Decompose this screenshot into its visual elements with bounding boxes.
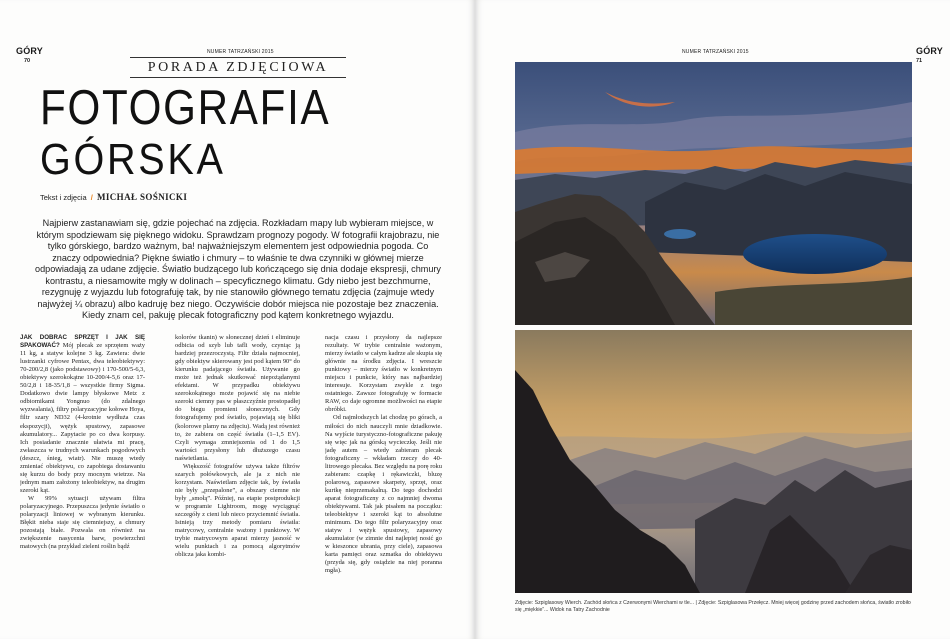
section-label: GÓRY	[916, 46, 943, 56]
body-column-2	[175, 334, 300, 630]
body-paragraph: W 99% sytuacji używam filtra polaryzacyjnego. Przepuszcza jedynie światło o polaryzacji liniowej w wybranym kierunku. Błękit nieba staje się ciemniejszy, a chmury pozostają białe. Pozwala on również na zwiększenie nasycenia barw, powierzchni matowych (na przykład zieleni roślin bądź	[20, 494, 145, 551]
photo-caption: Zdjęcie: Szpiglasowy Wierch. Zachód słońca z Czerwonymi Wierchami w tle... | Zdjęcie: Szpiglasowa Przełęcz. Mniej więcej godzinę przed zachodem słońca, światło zrobiło się „miękkie”... Widok na Tatry Zachodnie	[515, 600, 911, 613]
byline	[40, 192, 187, 202]
body-paragraph: JAK DOBRAĆ SPRZĘT I JAK SIĘ SPAKOWAĆ? Mój plecak ze sprzętem waży 11 kg, a statyw kolejne 3 kg. Zawiera: dwie lustrzanki cyfrowe Pentax, dwa teleobiektywy: 70-200/2,8 (jako podstawowy) i 170-500/5-6,3, obiektywy szerokokątne 10-200/4-5,6 oraz 17-50/2,8 i 18-35/1,8 – wszystkie firmy Sigma. Dodatkowo dwie lampy błyskowe Metz z odbiornikami Yongnuo (do zdalnego wyzwalania), filtry polaryzacyjne kołowe Hoya, filtr szary ND32 (4-krotnie wydłuża czas ekspozycji), wężyk spustowy, zapasowe akumulatory... Zapytacie po co dwa korpusy. Ich posiadanie znacznie ułatwia mi pracę, zwłaszcza w trudnych warunkach pogodowych (deszcz, śnieg, wiatr). Nie muszę wtedy zmieniać obiektywu, co zapobiega dostawaniu się kurzu do body przy mocnym wietrze. Na jednym mam założony teleobiektyw, na drugim szeroki kąt.	[20, 334, 145, 494]
right-page	[475, 0, 950, 639]
byline-author: MICHAŁ SOŚNICKI	[96, 192, 188, 202]
issue-label: NUMER TATRZAŃSKI 2015	[207, 49, 274, 55]
byline-slash: /	[90, 193, 93, 202]
body-column-3-text	[325, 334, 442, 630]
kicker: PORADA ZDJĘCIOWA	[147, 60, 329, 75]
kicker-rule-bottom	[130, 77, 346, 78]
landscape-image	[515, 330, 912, 593]
lead-paragraph: Najpierw zastanawiam się, gdzie pojechać na zdjęcia. Rozkładam mapy lub wybieram miejsce, w którym spodziewam się pięknego widoku. Sprawdzam prognozy pogody. W fotografii krajobrazu, nie tylko górskiego, bardzo ważnym, ba! najważniejszym elementem jest odpowiednia pogoda. Co znaczy odpowiednia? Piękne światło i chmury – to właśnie te dwa czynniki w głównej mierze odpowiadają za udane zdjęcie. Światło budzącego lub kończącego się dnia dodaje ekspresji, chmury kontrastu, a niesamowite mgły w dolinach – specyficznego klimatu. Gdy niebo jest bezchmurne, rezygnuję z wyjazdu lub fotografuję tak, by nie stanowiło głównego tematu zdjęcia (zajmuje wtedy najwyżej ¼ obrazu) albo kadruję bez niego. Oczywiście dobór miejsca nie pozostaje bez znaczenia. Kiedy znam cel, pakuję plecak fotograficzny pod kątem konkretnego wyjazdu.	[35, 218, 441, 320]
body-paragraph: Od najmłodszych lat chodzę po górach, a miłości do nich nauczyli mnie dziadkowie. Na wyjście turystyczno-fotograficzne pakuję się więc jak na górską wycieczkę. Jeśli nie jadę autem – wtedy zabieram plecak fotograficzny – wkładam rzeczy do 40-litrowego plecaka. Bez względu na porę roku zabieram: czapkę i rękawiczki, bluzę polarową, zapasowe skarpety, sprzęt, oraz kurtkę nieprzemakalną. Do tego dochodzi aparat fotograficzny z co najmniej dwoma obiektywami. Tak jak pisałem na początku: teleobiektyw i szeroki kąt to absolutne minimum. Do tego filtr polaryzacyjny oraz statyw i wężyk spustowy, zapasowy akumulator (w zimnie dni najlepiej nosić go w kieszonce ubrania, przy ciele), zapasowa karta pamięci oraz szmatka do obiektywu (przyda się, gdy osiądzie na niej poranna mgła).	[325, 414, 442, 575]
body-column-1	[20, 334, 145, 630]
page-number: 70	[24, 58, 31, 64]
page-number: 71	[916, 58, 923, 64]
body-paragraph: Większość fotografów używa także filtrów szarych połówkowych, ale ja z nich nie korzystam. Naświetlam zdjęcie tak, by światła nie były „przepalone”, a obszary ciemne nie były „smołą”. Później, na etapie postprodukcji w programie Lightroom, mogę wyciągnąć szczegóły z cieni lub nieco przyciemnić światła. Istnieją trzy metody pomiaru światła: matrycowy, centralnie ważony i punktowy. W trybie matrycowym aparat mierzy jasność w wielu punktach i za pomocą algorytmów oblicza jaka kombi-	[175, 462, 300, 559]
issue-label: NUMER TATRZAŃSKI 2015	[682, 49, 749, 55]
subheading: JAK DOBRAĆ SPRZĘT I JAK SIĘ SPAKOWAĆ?	[20, 334, 145, 350]
photo-mountain-lake-sunset	[515, 62, 912, 325]
headline-line-1: FOTOGRAFIA	[40, 81, 331, 135]
body-paragraph: kolorów tkanin) w słonecznej dzień i eliminuje odbicia od szyb lub tafli wody, czyniąc ją bardziej przezroczystą. Filtr działa najmocniej, gdy obiektyw skierowany jest pod kątem 90° do kierunku padającego światła. Używanie go może też jednak skutkować niepożądanymi efektami. W przypadku obiektywu szerokokątnego może pojawić się na niebie szeroki ciemny pas w płaszczyźnie prostopadłej do biegu promieni słonecznych. Gdy fotografujemy pod światło, pojawiają się blikі (kolorowe plamy na zdjęciu). Wadą jest również to, że zabiera on część światła (1–1,5 EV). Czyli wymaga zmniejszenia od 1 do 1,5 wartości przysłony lub dłuższego czasu naświetlania.	[175, 334, 300, 462]
photo-misty-ridges	[515, 330, 912, 593]
section-label: GÓRY	[16, 46, 43, 56]
kicker-rule-top	[130, 57, 346, 58]
byline-label: Tekst i zdjęcia	[40, 193, 87, 202]
landscape-image	[515, 62, 912, 325]
headline-line-2: GÓRSKA	[40, 135, 226, 184]
body-paragraph: nacja czasu i przysłony da najlepsze rezultaty. W trybie centralnie ważonym, mierzy światło w całym kadrze ale skupia się głównie na środku zdjęcia. I wreszcie punktowy – mierzy światło w konkretnym miejscu i punkcie, który nas najbardziej interesuje. Korzystam zwykle z tego ostatniego. Zawsze fotografuję w formacie RAW, co daje ogromne możliwości na etapie obróbki.	[325, 334, 442, 414]
